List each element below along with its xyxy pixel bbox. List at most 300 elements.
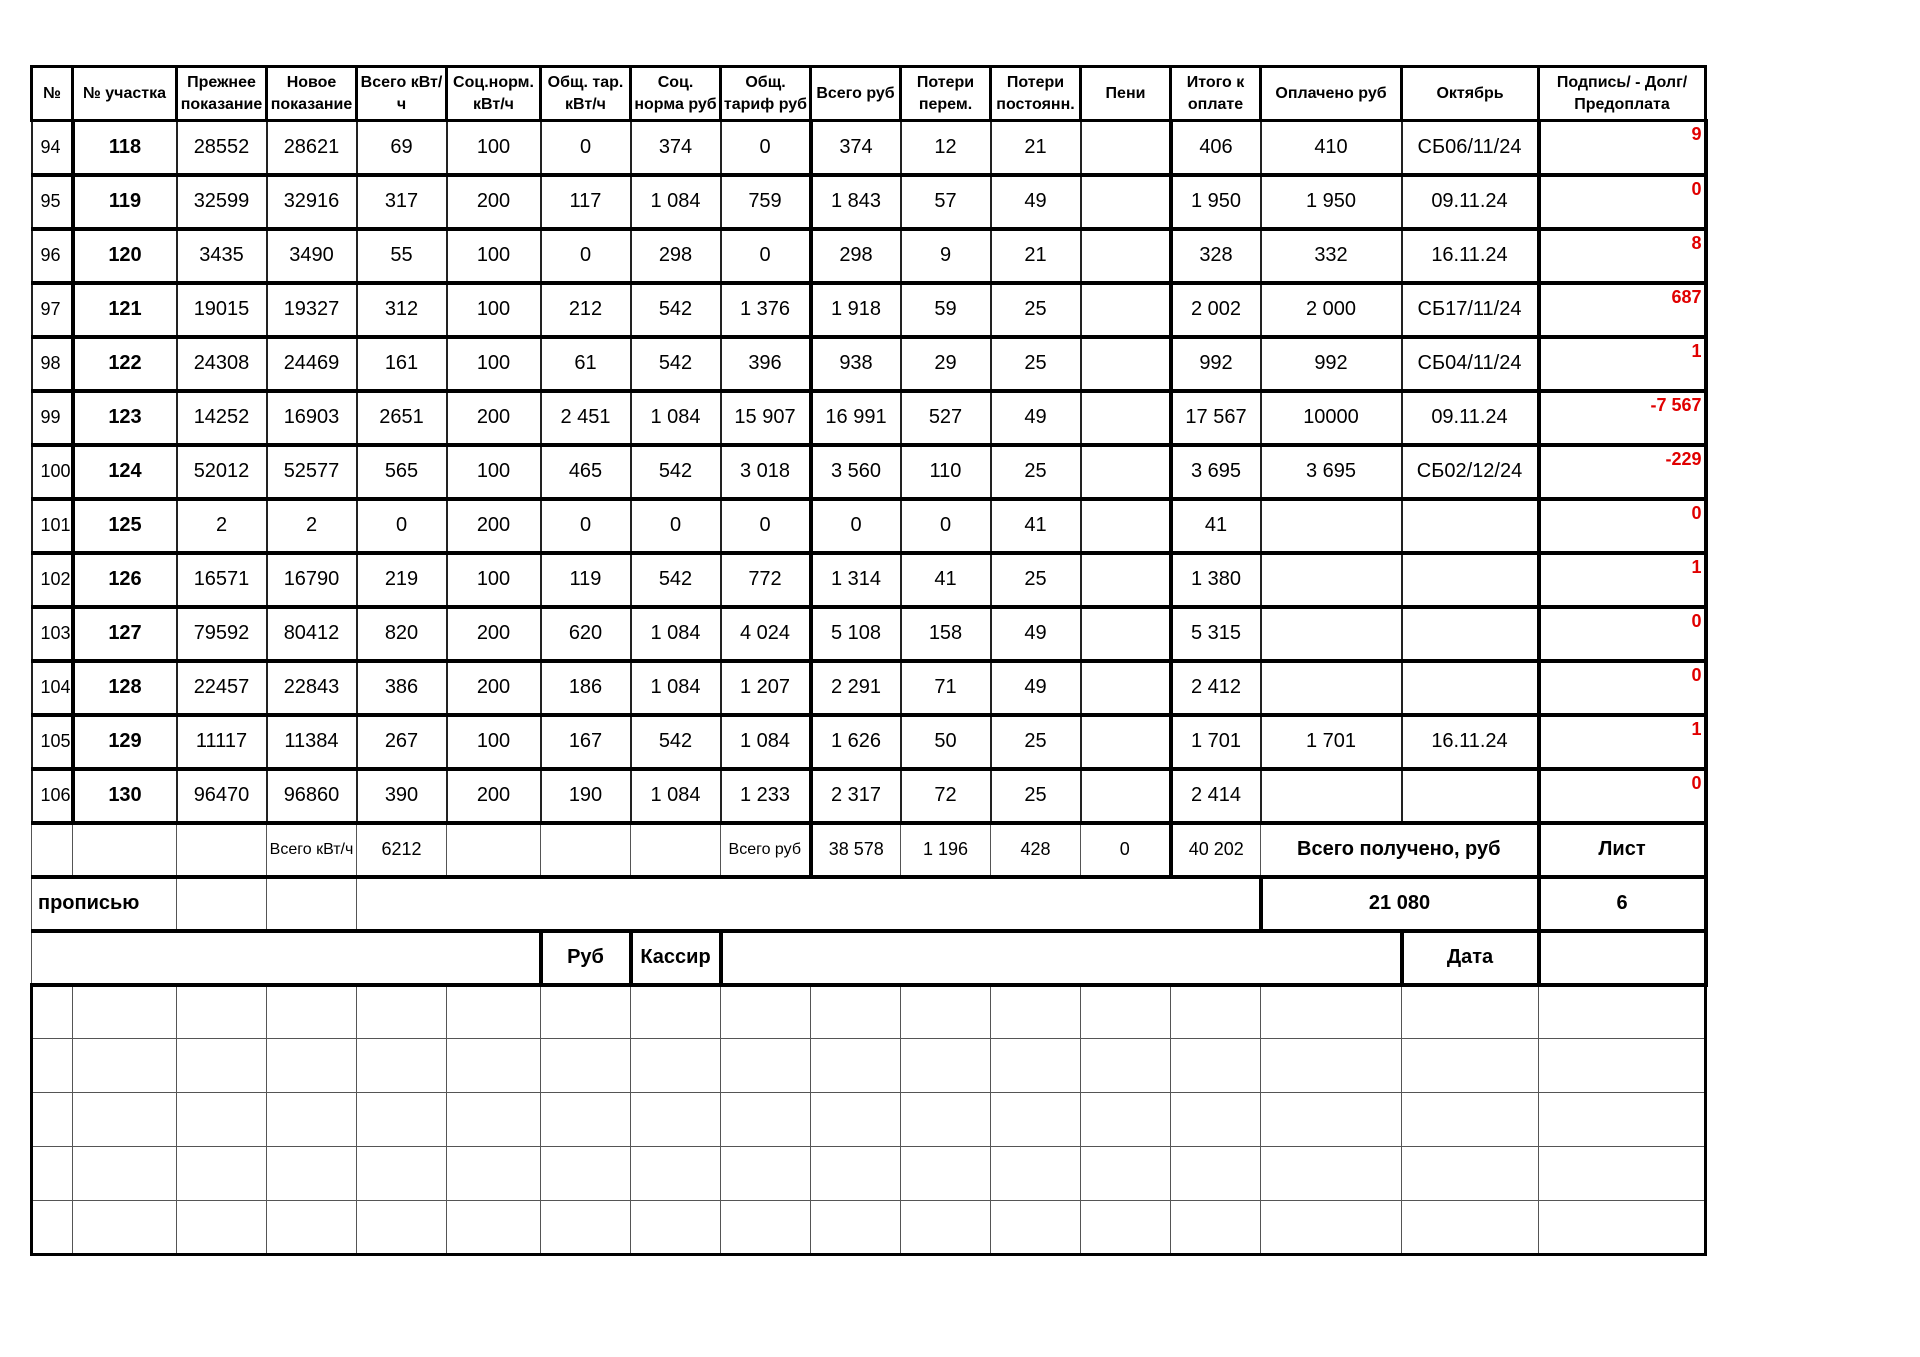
- empty-cell: [357, 1201, 447, 1255]
- empty-cell: [73, 823, 177, 877]
- empty-cell: [1402, 1147, 1539, 1201]
- row-number: 103: [32, 607, 73, 661]
- empty-cell: [541, 985, 631, 1039]
- empty-cell: [357, 1147, 447, 1201]
- losses-variable: 12: [901, 121, 991, 175]
- empty-cell: [1539, 1039, 1706, 1093]
- amount-due: 2 002: [1171, 283, 1261, 337]
- paid-rub: 410: [1261, 121, 1402, 175]
- social-norm-kwh: 200: [447, 661, 541, 715]
- penalty: [1081, 445, 1171, 499]
- plot-number: 122: [73, 337, 177, 391]
- general-tariff-rub: 1 376: [721, 283, 811, 337]
- empty-cell: [811, 1093, 901, 1147]
- losses-variable: 527: [901, 391, 991, 445]
- general-tariff-kwh: 117: [541, 175, 631, 229]
- table-row: [32, 607, 1706, 661]
- empty-cell: [1261, 1147, 1402, 1201]
- debt-prepayment: 687: [1539, 283, 1706, 337]
- social-norm-kwh: 100: [447, 715, 541, 769]
- general-tariff-kwh: 186: [541, 661, 631, 715]
- empty-cell: [1261, 1201, 1402, 1255]
- plot-number: 126: [73, 553, 177, 607]
- plot-number: 118: [73, 121, 177, 175]
- empty-cell: [177, 1147, 267, 1201]
- total-kwh: 219: [357, 553, 447, 607]
- previous-reading: 3435: [177, 229, 267, 283]
- row-number: 104: [32, 661, 73, 715]
- general-tariff-rub: 1 233: [721, 769, 811, 823]
- column-header: Общ. тариф руб: [721, 67, 811, 121]
- losses-constant: 25: [991, 283, 1081, 337]
- general-tariff-kwh: 2 451: [541, 391, 631, 445]
- total-kwh: 565: [357, 445, 447, 499]
- previous-reading: 24308: [177, 337, 267, 391]
- table-row: [32, 661, 1706, 715]
- losses-variable: 59: [901, 283, 991, 337]
- empty-cell: [1402, 1093, 1539, 1147]
- amount-due: 1 380: [1171, 553, 1261, 607]
- column-header: Пени: [1081, 67, 1171, 121]
- new-reading: 52577: [267, 445, 357, 499]
- amount-due: 1 701: [1171, 715, 1261, 769]
- debt-prepayment: -229: [1539, 445, 1706, 499]
- empty-cell: [447, 1147, 541, 1201]
- new-reading: 24469: [267, 337, 357, 391]
- cashier-label: Кассир: [631, 931, 721, 985]
- general-tariff-kwh: 61: [541, 337, 631, 391]
- empty-cell: [721, 1039, 811, 1093]
- payment-date: СБ06/11/24: [1402, 121, 1539, 175]
- previous-reading: 14252: [177, 391, 267, 445]
- table-row: [32, 553, 1706, 607]
- empty-cell: [991, 985, 1081, 1039]
- general-tariff-rub: 15 907: [721, 391, 811, 445]
- social-norm-kwh: 200: [447, 769, 541, 823]
- table-row: [32, 175, 1706, 229]
- social-norm-rub: 1 084: [631, 769, 721, 823]
- plot-number: 128: [73, 661, 177, 715]
- new-reading: 2: [267, 499, 357, 553]
- social-norm-rub: 0: [631, 499, 721, 553]
- empty-cell: [901, 1093, 991, 1147]
- total-rub: 938: [811, 337, 901, 391]
- row-number: 98: [32, 337, 73, 391]
- payment-date: 16.11.24: [1402, 229, 1539, 283]
- empty-cell: [177, 1201, 267, 1255]
- penalty: [1081, 499, 1171, 553]
- total-losses-variable: 1 196: [901, 823, 991, 877]
- total-kwh: 55: [357, 229, 447, 283]
- penalty: [1081, 553, 1171, 607]
- paid-rub: [1261, 607, 1402, 661]
- empty-cell: [1539, 1201, 1706, 1255]
- losses-constant: 49: [991, 175, 1081, 229]
- payment-date: [1402, 607, 1539, 661]
- empty-cell: [901, 1039, 991, 1093]
- empty-cell: [991, 1147, 1081, 1201]
- social-norm-rub: 542: [631, 445, 721, 499]
- debt-prepayment: 1: [1539, 715, 1706, 769]
- social-norm-rub: 1 084: [631, 661, 721, 715]
- social-norm-kwh: 100: [447, 229, 541, 283]
- total-kwh: 161: [357, 337, 447, 391]
- payment-date: [1402, 661, 1539, 715]
- empty-cell: [73, 985, 177, 1039]
- table-row: [32, 121, 1706, 175]
- empty-cell: [1539, 985, 1706, 1039]
- empty-cell: [267, 985, 357, 1039]
- empty-cell: [177, 823, 267, 877]
- empty-cell: [447, 1093, 541, 1147]
- general-tariff-rub: 3 018: [721, 445, 811, 499]
- empty-cell: [177, 1093, 267, 1147]
- total-kwh: 317: [357, 175, 447, 229]
- total-received-label: Всего получено, руб: [1261, 823, 1539, 877]
- social-norm-rub: 374: [631, 121, 721, 175]
- total-rub: 0: [811, 499, 901, 553]
- empty-cell: [1171, 1201, 1261, 1255]
- penalty: [1081, 391, 1171, 445]
- empty-cell: [541, 823, 631, 877]
- empty-cell: [811, 985, 901, 1039]
- empty-cell: [1539, 1147, 1706, 1201]
- table-row: [32, 499, 1706, 553]
- general-tariff-kwh: 167: [541, 715, 631, 769]
- empty-cell: [73, 1039, 177, 1093]
- social-norm-kwh: 200: [447, 391, 541, 445]
- total-rub: 5 108: [811, 607, 901, 661]
- table-row: [32, 769, 1706, 823]
- empty-cell: [357, 985, 447, 1039]
- amount-due: 406: [1171, 121, 1261, 175]
- general-tariff-rub: 396: [721, 337, 811, 391]
- amount-due: 17 567: [1171, 391, 1261, 445]
- losses-variable: 9: [901, 229, 991, 283]
- amount-in-words-row: [32, 877, 1706, 931]
- losses-variable: 72: [901, 769, 991, 823]
- empty-cell: [1171, 1093, 1261, 1147]
- amount-due: 3 695: [1171, 445, 1261, 499]
- empty-cell: [631, 1039, 721, 1093]
- empty-cell: [1402, 1201, 1539, 1255]
- column-header: Потери перем.: [901, 67, 991, 121]
- total-kwh-value: 6212: [357, 823, 447, 877]
- empty-cell: [901, 1201, 991, 1255]
- table-row: [32, 445, 1706, 499]
- losses-constant: 21: [991, 229, 1081, 283]
- empty-cell: [32, 1201, 73, 1255]
- general-tariff-kwh: 0: [541, 229, 631, 283]
- plot-number: 129: [73, 715, 177, 769]
- row-number: 102: [32, 553, 73, 607]
- empty-cell: [32, 985, 73, 1039]
- empty-cell: [267, 877, 357, 931]
- empty-cell: [1081, 985, 1171, 1039]
- new-reading: 19327: [267, 283, 357, 337]
- general-tariff-rub: 0: [721, 121, 811, 175]
- penalty: [1081, 283, 1171, 337]
- rub-label: Руб: [541, 931, 631, 985]
- empty-cell: [631, 1201, 721, 1255]
- social-norm-kwh: 100: [447, 337, 541, 391]
- empty-row: [32, 1201, 1706, 1255]
- total-received-value: 21 080: [1261, 877, 1539, 931]
- new-reading: 16790: [267, 553, 357, 607]
- previous-reading: 16571: [177, 553, 267, 607]
- social-norm-rub: 542: [631, 715, 721, 769]
- penalty: [1081, 661, 1171, 715]
- paid-rub: 1 950: [1261, 175, 1402, 229]
- table-row: [32, 715, 1706, 769]
- empty-cell: [811, 1039, 901, 1093]
- empty-cell: [32, 931, 541, 985]
- column-header: Всего руб: [811, 67, 901, 121]
- general-tariff-kwh: 0: [541, 121, 631, 175]
- paid-rub: [1261, 499, 1402, 553]
- previous-reading: 32599: [177, 175, 267, 229]
- total-rub: 374: [811, 121, 901, 175]
- losses-constant: 25: [991, 445, 1081, 499]
- empty-cell: [811, 1147, 901, 1201]
- social-norm-kwh: 100: [447, 445, 541, 499]
- total-rub: 1 314: [811, 553, 901, 607]
- sheet-number: 6: [1539, 877, 1706, 931]
- totals-row: [32, 823, 1706, 877]
- empty-cell: [177, 1039, 267, 1093]
- empty-cell: [901, 985, 991, 1039]
- losses-variable: 41: [901, 553, 991, 607]
- general-tariff-rub: 0: [721, 229, 811, 283]
- payment-date: 09.11.24: [1402, 391, 1539, 445]
- general-tariff-rub: 0: [721, 499, 811, 553]
- empty-cell: [177, 877, 267, 931]
- table-row: [32, 283, 1706, 337]
- previous-reading: 2: [177, 499, 267, 553]
- empty-cell: [357, 1039, 447, 1093]
- debt-prepayment: 1: [1539, 553, 1706, 607]
- paid-rub: 10000: [1261, 391, 1402, 445]
- payment-date: [1402, 769, 1539, 823]
- empty-cell: [73, 1147, 177, 1201]
- empty-cell: [32, 1039, 73, 1093]
- table-row: [32, 337, 1706, 391]
- paid-rub: 2 000: [1261, 283, 1402, 337]
- column-header: Октябрь: [1402, 67, 1539, 121]
- social-norm-kwh: 100: [447, 553, 541, 607]
- total-amount-due: 40 202: [1171, 823, 1261, 877]
- new-reading: 11384: [267, 715, 357, 769]
- row-number: 106: [32, 769, 73, 823]
- table-row: [32, 229, 1706, 283]
- debt-prepayment: 9: [1539, 121, 1706, 175]
- plot-number: 120: [73, 229, 177, 283]
- empty-cell: [541, 1093, 631, 1147]
- total-kwh: 390: [357, 769, 447, 823]
- empty-cell: [541, 1201, 631, 1255]
- debt-prepayment: 8: [1539, 229, 1706, 283]
- total-kwh: 0: [357, 499, 447, 553]
- new-reading: 22843: [267, 661, 357, 715]
- payment-date: [1402, 499, 1539, 553]
- plot-number: 124: [73, 445, 177, 499]
- column-header: Соц. норма руб: [631, 67, 721, 121]
- social-norm-kwh: 200: [447, 499, 541, 553]
- penalty: [1081, 337, 1171, 391]
- column-header: Подпись/ - Долг/Предоплата: [1539, 67, 1706, 121]
- social-norm-kwh: 200: [447, 175, 541, 229]
- empty-cell: [32, 1093, 73, 1147]
- previous-reading: 19015: [177, 283, 267, 337]
- column-header: Прежнее показание: [177, 67, 267, 121]
- amount-due: 992: [1171, 337, 1261, 391]
- header-row: [32, 67, 1706, 121]
- total-rub: 2 317: [811, 769, 901, 823]
- empty-row: [32, 1039, 1706, 1093]
- total-rub-label: Всего руб: [721, 823, 811, 877]
- plot-number: 127: [73, 607, 177, 661]
- plot-number: 125: [73, 499, 177, 553]
- previous-reading: 52012: [177, 445, 267, 499]
- empty-cell: [721, 1093, 811, 1147]
- empty-cell: [447, 985, 541, 1039]
- debt-prepayment: 0: [1539, 175, 1706, 229]
- new-reading: 16903: [267, 391, 357, 445]
- total-penalty: 0: [1081, 823, 1171, 877]
- empty-cell: [1402, 1039, 1539, 1093]
- row-number: 94: [32, 121, 73, 175]
- column-header: Соц.норм. кВт/ч: [447, 67, 541, 121]
- plot-number: 123: [73, 391, 177, 445]
- losses-variable: 29: [901, 337, 991, 391]
- empty-cell: [541, 1147, 631, 1201]
- losses-constant: 49: [991, 661, 1081, 715]
- row-number: 100: [32, 445, 73, 499]
- row-number: 96: [32, 229, 73, 283]
- empty-cell: [1171, 1039, 1261, 1093]
- empty-cell: [357, 1093, 447, 1147]
- penalty: [1081, 121, 1171, 175]
- empty-cell: [32, 823, 73, 877]
- column-header: № участка: [73, 67, 177, 121]
- empty-cell: [1171, 1147, 1261, 1201]
- previous-reading: 28552: [177, 121, 267, 175]
- row-number: 99: [32, 391, 73, 445]
- debt-prepayment: 0: [1539, 661, 1706, 715]
- losses-constant: 25: [991, 337, 1081, 391]
- payment-sheet-table: [30, 65, 1708, 1256]
- debt-prepayment: 0: [1539, 607, 1706, 661]
- paid-rub: 992: [1261, 337, 1402, 391]
- empty-cell: [32, 1147, 73, 1201]
- new-reading: 80412: [267, 607, 357, 661]
- payment-date: СБ04/11/24: [1402, 337, 1539, 391]
- empty-cell: [721, 1147, 811, 1201]
- column-header: Общ. тар. кВт/ч: [541, 67, 631, 121]
- empty-cell: [267, 1093, 357, 1147]
- empty-cell: [73, 1201, 177, 1255]
- general-tariff-rub: 1 084: [721, 715, 811, 769]
- total-losses-constant: 428: [991, 823, 1081, 877]
- amount-due: 2 414: [1171, 769, 1261, 823]
- losses-constant: 41: [991, 499, 1081, 553]
- paid-rub: [1261, 553, 1402, 607]
- empty-cell: [1081, 1093, 1171, 1147]
- total-kwh: 312: [357, 283, 447, 337]
- sheet-label: Лист: [1539, 823, 1706, 877]
- empty-cell: [631, 1147, 721, 1201]
- column-header: Потери постоянн.: [991, 67, 1081, 121]
- general-tariff-kwh: 119: [541, 553, 631, 607]
- empty-cell: [631, 1093, 721, 1147]
- empty-cell: [811, 1201, 901, 1255]
- total-rub: 1 843: [811, 175, 901, 229]
- losses-variable: 71: [901, 661, 991, 715]
- cashier-row: [32, 931, 1706, 985]
- total-rub: 298: [811, 229, 901, 283]
- social-norm-rub: 298: [631, 229, 721, 283]
- empty-cell: [631, 985, 721, 1039]
- empty-cell: [1261, 1039, 1402, 1093]
- empty-cell: [73, 1093, 177, 1147]
- penalty: [1081, 715, 1171, 769]
- total-kwh: 820: [357, 607, 447, 661]
- amount-due: 2 412: [1171, 661, 1261, 715]
- penalty: [1081, 175, 1171, 229]
- payment-date: [1402, 553, 1539, 607]
- total-rub: 16 991: [811, 391, 901, 445]
- general-tariff-kwh: 620: [541, 607, 631, 661]
- empty-row: [32, 1147, 1706, 1201]
- plot-number: 119: [73, 175, 177, 229]
- empty-cell: [631, 823, 721, 877]
- empty-cell: [267, 1201, 357, 1255]
- penalty: [1081, 769, 1171, 823]
- date-label: Дата: [1402, 931, 1539, 985]
- cashier-signature-field: [721, 931, 1402, 985]
- empty-cell: [267, 1039, 357, 1093]
- general-tariff-rub: 4 024: [721, 607, 811, 661]
- empty-cell: [1402, 985, 1539, 1039]
- general-tariff-rub: 759: [721, 175, 811, 229]
- losses-constant: 49: [991, 607, 1081, 661]
- total-rub: 2 291: [811, 661, 901, 715]
- total-kwh: 2651: [357, 391, 447, 445]
- empty-cell: [991, 1201, 1081, 1255]
- losses-variable: 158: [901, 607, 991, 661]
- total-kwh-label: Всего кВт/ч: [267, 823, 357, 877]
- social-norm-kwh: 100: [447, 283, 541, 337]
- losses-constant: 25: [991, 553, 1081, 607]
- losses-constant: 25: [991, 769, 1081, 823]
- plot-number: 121: [73, 283, 177, 337]
- losses-constant: 25: [991, 715, 1081, 769]
- empty-cell: [541, 1039, 631, 1093]
- new-reading: 32916: [267, 175, 357, 229]
- new-reading: 28621: [267, 121, 357, 175]
- amount-due: 1 950: [1171, 175, 1261, 229]
- empty-row: [32, 1093, 1706, 1147]
- general-tariff-kwh: 465: [541, 445, 631, 499]
- empty-cell: [1261, 985, 1402, 1039]
- debt-prepayment: 1: [1539, 337, 1706, 391]
- amount-due: 41: [1171, 499, 1261, 553]
- general-tariff-kwh: 190: [541, 769, 631, 823]
- paid-rub: 332: [1261, 229, 1402, 283]
- column-header: Новое показание: [267, 67, 357, 121]
- amount-due: 5 315: [1171, 607, 1261, 661]
- penalty: [1081, 607, 1171, 661]
